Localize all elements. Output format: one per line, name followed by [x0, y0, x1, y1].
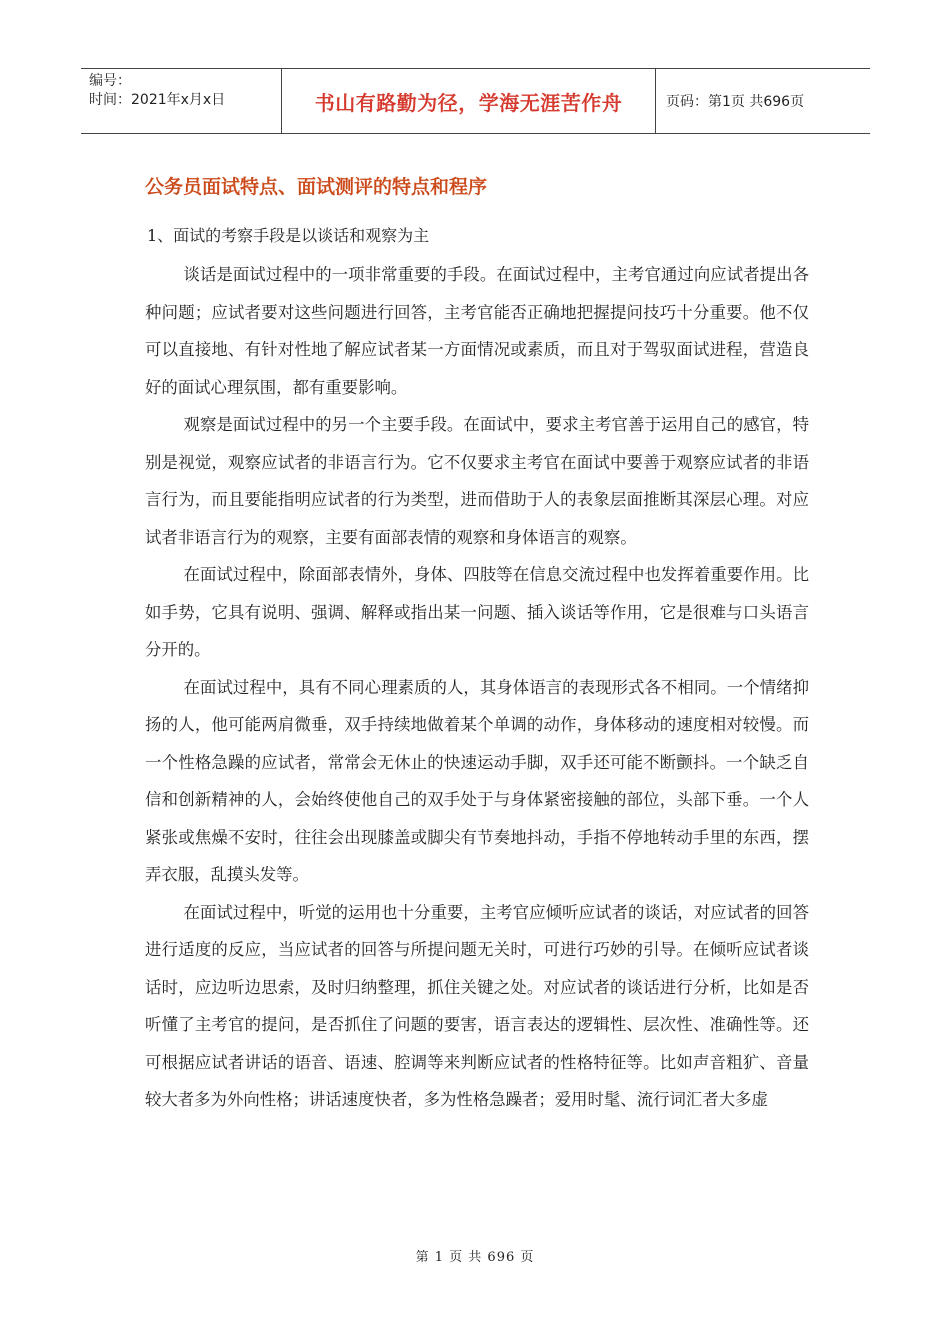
date-label: 时间：2021年x月x日 [89, 92, 226, 108]
page-footer: 第 1 页 共 696 页 [415, 1250, 535, 1265]
document-title: 公务员面试特点、面试测评的特点和程序 [145, 176, 488, 198]
header-motto: 书山有路勤为径，学海无涯苦作舟 [282, 69, 656, 133]
paragraph: 在面试过程中，具有不同心理素质的人，其身体语言的表现形式各不相同。一个情绪抑扬的人，他可能两肩微垂，双手持续地做着某个单调的动作，身体移动的速度相对较慢。而一个性格急躁的应试者，常常会无休止的快速运动手脚，双手还可能不断颤抖。一个缺乏自信和创新精神的人，会始终使他自己的双手处于与身体紧密接触的部位，头部下垂。一个人紧张或焦燥不安时，往往会出现膝盖或脚尖有节奏地抖动，手指不停地转动手里的东西，摆弄衣服，乱摸头发等。 [145, 677, 809, 884]
paragraph: 在面试过程中，听觉的运用也十分重要，主考官应倾听应试者的谈话，对应试者的回答进行适度的反应，当应试者的回答与所提问题无关时，可进行巧妙的引导。在倾听应试者谈话时，应边听边思索，及时归纳整理，抓住关键之处。对应试者的谈话进行分析，比如是否听懂了主考官的提问，是否抓住了问题的要害，语言表达的逻辑性、层次性、准确性等。还可根据应试者讲话的语音、语速、腔调等来判断应试者的性格特征等。比如声音粗犷、音量较大者多为外向性格；讲话速度快者，多为性格急躁者；爱用时髦、流行词汇者大多虚 [145, 902, 809, 1109]
document-body [145, 256, 809, 1119]
header-meta [81, 69, 282, 133]
paragraph: 观察是面试过程中的另一个主要手段。在面试中，要求主考官善于运用自己的感官，特别是视觉，观察应试者的非语言行为。它不仅要求主考官在面试中要善于观察应试者的非语言行为，而且要能指明应试者的行为类型，进而借助于人的表象层面推断其深层心理。对应试者非语言行为的观察，主要有面部表情的观察和身体语言的观察。 [145, 415, 809, 547]
number-label: 编号： [89, 73, 131, 89]
page-header [81, 68, 870, 134]
section-heading: 1、面试的考察手段是以谈话和观察为主 [147, 226, 430, 245]
paragraph: 在面试过程中，除面部表情外，身体、四肢等在信息交流过程中也发挥着重要作用。比如手势，它具有说明、强调、解释或指出某一问题、插入谈话等作用，它是很难与口头语言分开的。 [145, 565, 809, 659]
paragraph: 谈话是面试过程中的一项非常重要的手段。在面试过程中，主考官通过向应试者提出各种问题；应试者要对这些问题进行回答，主考官能否正确地把握提问技巧十分重要。他不仅可以直接地、有针对性地了解应试者某一方面情况或素质，而且对于驾驭面试进程，营造良好的面试心理氛围，都有重要影响。 [145, 265, 809, 397]
header-page-info: 页码：第1页 共696页 [666, 94, 805, 110]
